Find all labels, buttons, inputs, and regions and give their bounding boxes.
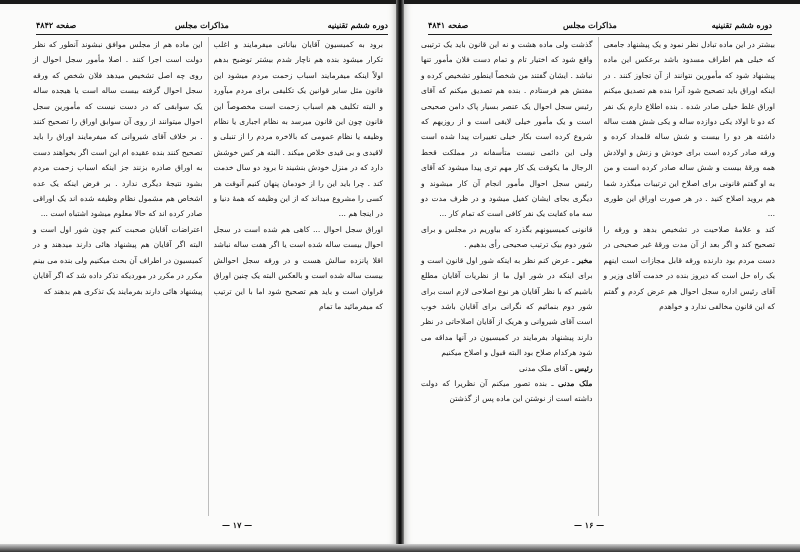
text-column-right bbox=[599, 37, 781, 516]
folio-number: — ۱۶ — bbox=[574, 520, 605, 530]
speaker-name: رئیس bbox=[574, 363, 593, 373]
left-page bbox=[0, 4, 396, 544]
left-page-body bbox=[28, 37, 388, 516]
paragraph: این ماده هم از مجلس موافق نبشوند آنطور که نظر دولت است اجرا کنند . اصلا مأمور سجل احوال از روی چه اصل تشخیص میدهد فلان شخص که ورقه سجل احوال گرفته بیست ساله است یا هیجده ساله یک سوابقی که در دست نیست که مأمورین سجل احوال میتوانند از روی آن سوابق اوراق را تصحیح کنند . بر خلاف آقای شیروانی که میفرمایند اوراق را باید تصحیح کنند بنده عقیده ام این است اگر بخواهند دست به اوراق صادره بزنند جز اینکه اسباب زحمت مردم بشود نتیجهٔ دیگری ندارد . بر فرض اینکه یک عده اشخاص هم مشمول نظام وظیفه شده اند یک اوراقی صادر کرده اند که حالا معلوم میشود اشتباه است ... bbox=[33, 40, 203, 219]
page-number-label: صفحه ۴۸۴۱ bbox=[428, 20, 469, 30]
paragraph: برود به کمیسیون آقایان بیاناتی میفرمایند و اغلب تکرار میشود بنده هم ناچار شدم بیشتر توضیح بدهم اولاً اینکه میفرمایند اسباب زحمت مردم میشود این قانون مثل سایر قوانین یک تکلیفی برای مردم میآورد و البته تکلیف هم اسباب زحمت است مخصوصاً این قانون چون این قانون میرسد به نظام اجباری یا نظام وظیفه یا نظام عمومی که بالاخره مردم را از تنبلی و لاقیدی و بی قیدی خلاص میکند . البته هر کس خوشش دارد که در منزل خودش بنشیند تا برود دو سال خدمت کند . چرا باید این را از خودمان پنهان کنیم آنوقت هر کسی را مشروع میداند که از این وظیفه که همهٔ دنیا و در اینجا هم ... bbox=[213, 40, 383, 219]
session-label: دوره ششم تقنینیه bbox=[711, 20, 772, 30]
speech-text: آقای ملک مدنی bbox=[518, 363, 568, 373]
paragraph: قانونی کمیسیونهم بگذرد که بیاوریم در مجلس و برای شور دوم بیک ترتیب صحیحی رأی بدهیم . bbox=[421, 224, 593, 250]
book-spine bbox=[396, 0, 404, 552]
paragraph: اوراق سجل احوال ... کاهی هم شده است در سجل احوال بیست ساله شده است یا اگر هفت ساله نباشد اقلا پانزده سالش هست و در ورقه سجل احوالش بیست ساله شده است و بالعکس البته یک چنین اوراق فراوان است و باید هم تصحیح شود اما با این ترتیب که میفرمائید ما تمام bbox=[213, 224, 383, 311]
session-label: دوره ششم تقنینیه bbox=[327, 20, 388, 30]
folio-number: — ۱۷ — bbox=[222, 520, 253, 530]
running-title: مذاکرات مجلس bbox=[563, 20, 617, 30]
text-column-right bbox=[209, 37, 389, 516]
speech: ملک مدنی ـ بنده تصور میکنم آن نظریرا که دولت داشته است از نوشتن این ماده پس از گذشتن bbox=[421, 378, 593, 404]
speaker-name: ملک مدنی bbox=[558, 378, 593, 388]
text-column-left bbox=[28, 37, 209, 516]
paragraph: اعتراضات آقایان صحبت کنم چون شور اول است و البته اگر آقایان هم پیشنهاد هائی دارند میدهند و در کمیسیون در اطراف آن بحث میکنیم ولی بنده می بینم مکرر در مکرر در موردیکه تذکر داده شد که اگر آقایان پیشنهاد هائی دارند بفرمایند یک تذکری هم بدهند که bbox=[33, 224, 203, 296]
speech: مخبر ـ عرض کنم نظر به اینکه شور اول قانون است و برای اینکه در شور اول ما از نظریات آقایان مطلع باشیم که با نظر آقایان هر نوع اصلاحی لازم است برای شور دوم بنمائیم که نگرانی برای آقایان باشد خوب است آقای شیروانی و هریک از آقایان اصلاحاتی در نظر دارند پیشنهاد بفرمایند در کمیسیون در آنها مداقه می شود هرکدام صلاح بود البته قبول و اصلاح میکنیم bbox=[421, 255, 593, 358]
page-number-label: صفحه ۴۸۴۲ bbox=[36, 20, 77, 30]
speech: رئیس ـ آقای ملک مدنی bbox=[518, 363, 593, 373]
paragraph: گذشت ولی ماده هشت و نه این قانون باید یک ترتیبی واقع شود که اختیار تام و تمام دست فلان مأمور تنها نباشد . ایشان گفتند من شخصاً اینطور تشخیص کرده و مفتش هم فرستادم . بنده هم تصدیق میکنم که آقای رئیس سجل احوال یک عنصر بسیار پاک دامن صحیحی است و یک مأمور خیلی لایقی است و از روزیهم که شروع کرده است بکار خیلی تغییرات پیدا شده است ولی این دائمی نیست متأسفانه در مملکت قحط الرجال ما یکوقت یک کار مهم تری پیدا میشود که آقای رئیس سجل احوال مأمور انجام آن کار میشوند و دیگری بجای ایشان کفیل میشود و در ظرف مدت دو سه ماه کفایت یک نفر کافی است که تمام کار ... bbox=[421, 40, 593, 219]
right-page-body bbox=[416, 37, 780, 516]
right-page bbox=[404, 4, 800, 544]
speech-text: عرض کنم نظر به اینکه شور اول قانون است و برای اینکه در شور اول ما از نظریات آقایان مطلع باشیم که با نظر آقایان هر نوع اصلاحی لازم است برای شور دوم بنمائیم که نگرانی برای آقایان باشد خوب است آقای شیروانی و هریک از آقایان اصلاحاتی در نظر دارند پیشنهاد بفرمایند در کمیسیون در آنها مداقه می شود هرکدام صلاح بود البته قبول و اصلاح میکنیم bbox=[421, 255, 593, 358]
text-column-left bbox=[416, 37, 599, 516]
header-rule bbox=[36, 34, 388, 35]
paragraph: بیشتر در این ماده تبادل نظر نمود و یک پیشنهاد جامعی که خیلی هم اطراف مسدود باشد برعکس این ماده پیشنهاد شود که مأمورین نتوانند از آن تجاوز کنند . در اینکه اوراق باید تصحیح شود آنرا بنده هم تصدیق میکنم اوراق غلط خیلی صادر شده . بنده اطلاع دارم یک نفر که دو تا اولاد یکی دوازده ساله و یکی شش هفت ساله داشته هر دو را بیست و شش ساله قلمداد کرده و ورقه صادر کرده است برای خودش و زنش و اولادش همه ورقهٔ بیست و شش ساله صادر کرده است و من به او گفتم قانونی برای اصلاح این ترتیبات میگذرد شما هم بروید اصلاح کنید . در هر صورت اوراق این طوری ... bbox=[603, 40, 775, 219]
running-title: مذاکرات مجلس bbox=[175, 20, 229, 30]
header-rule bbox=[428, 34, 772, 35]
speaker-name: مخبر bbox=[577, 255, 593, 265]
speech-text: بنده تصور میکنم آن نظریرا که دولت داشته است از نوشتن این ماده پس از گذشتن bbox=[421, 378, 593, 404]
left-page-header bbox=[36, 18, 388, 32]
scan-bottom-edge bbox=[0, 544, 800, 552]
paragraph: کند و علامهٔ صلاحیت در تشخیص بدهد و ورقه را تصحیح کند و اگر بعد از آن مدت ورقهٔ غیر صحیحی در دست مردم بود دارنده ورقه قابل مجازات است اینهم یک راه حل است که دیروز بنده در خدمت آقای وزیر و آقای رئیس اداره سجل احوال هم عرض کردم و گفتم که این قانون مخالفی ندارد و خواهدم bbox=[603, 224, 775, 311]
right-page-header bbox=[428, 18, 772, 32]
